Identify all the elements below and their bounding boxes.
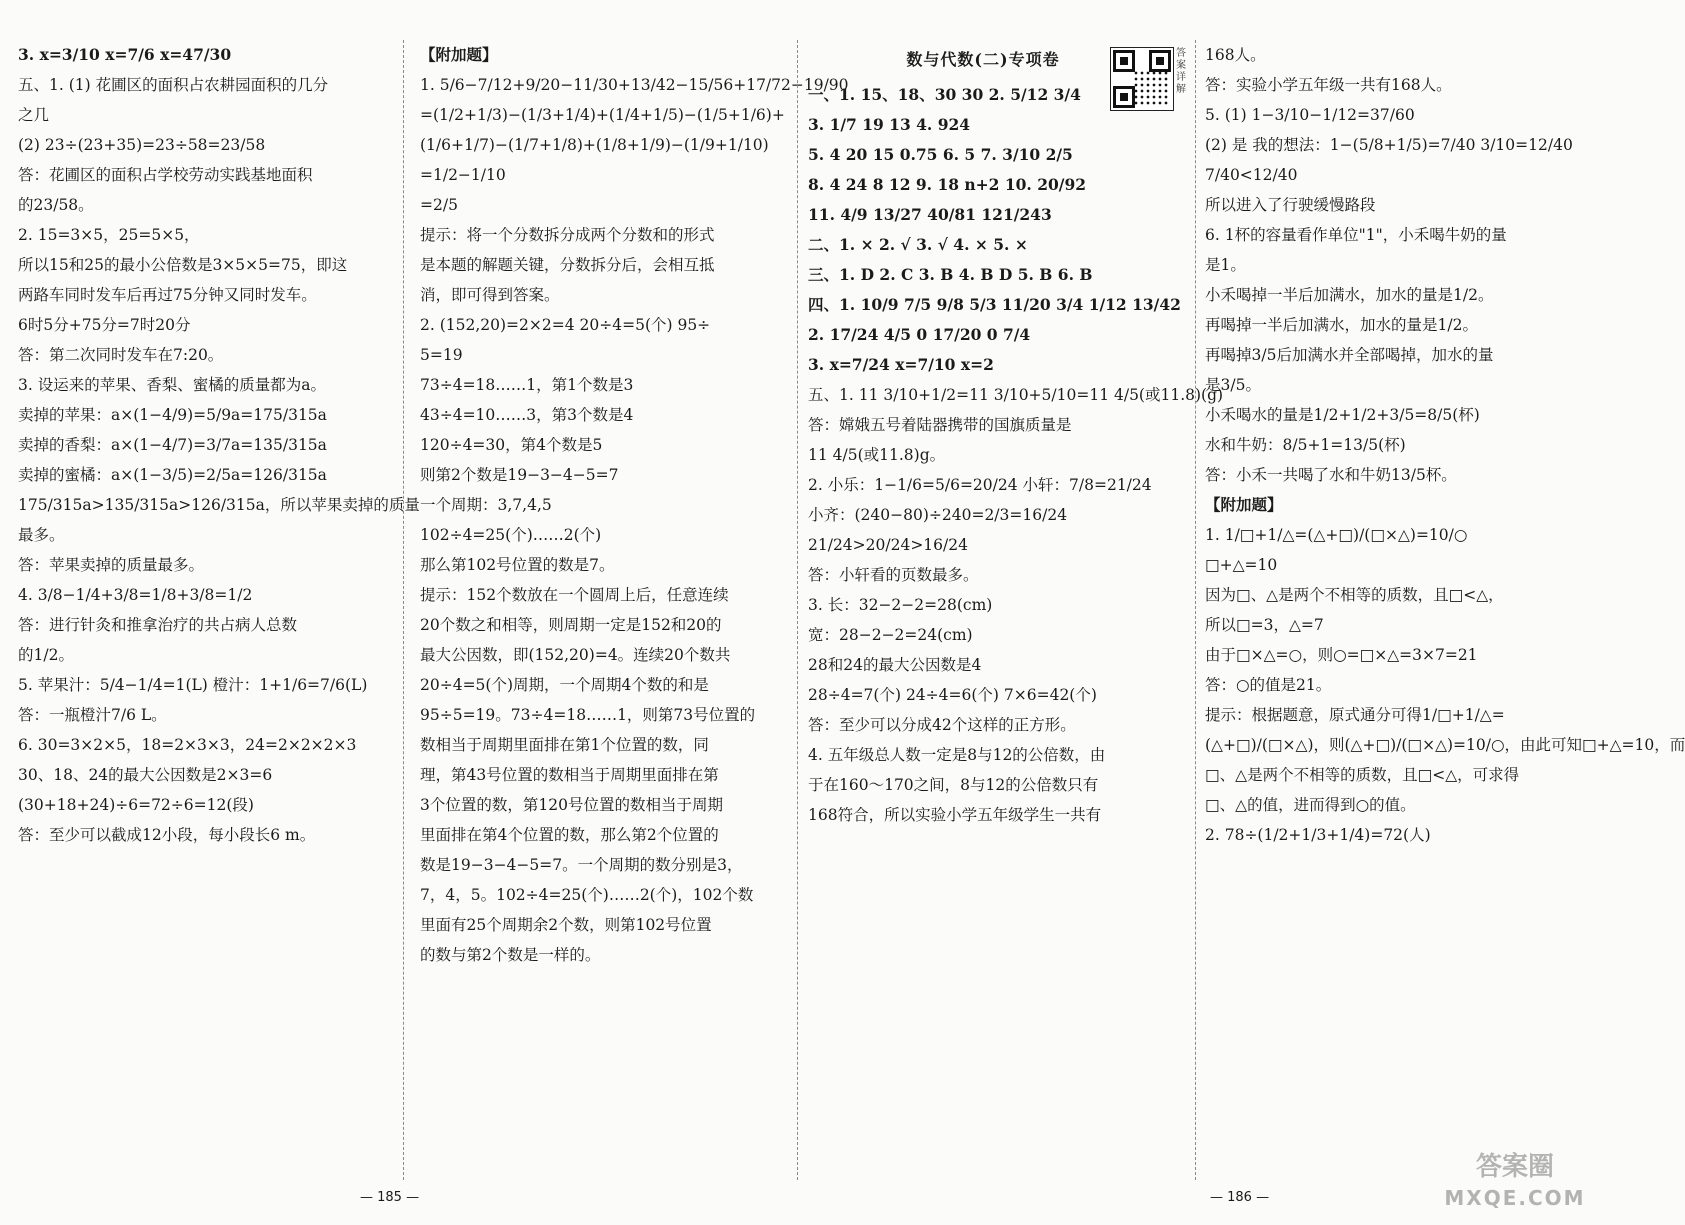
section-header: 数与代数(二)专项卷	[906, 50, 1060, 69]
answer-line: 6时5分+75分=7时20分	[18, 316, 191, 334]
answer-line: 168符合，所以实验小学五年级学生一共有	[808, 806, 1102, 824]
answer-line: 答：苹果卖掉的质量最多。	[18, 556, 205, 574]
answer-line: 两路车同时发车后再过75分钟又同时发车。	[18, 286, 317, 304]
answer-line: =2/5	[420, 196, 458, 214]
answer-line: 30、18、24的最大公因数是2×3=6	[18, 766, 273, 784]
answer-line: 73÷4=18……1，第1个数是3	[420, 376, 634, 394]
answer-line: 4. 五年级总人数一定是8与12的公倍数，由	[808, 746, 1106, 764]
answer-line: 之几	[18, 106, 50, 124]
answer-line: =1/2−1/10	[420, 166, 506, 184]
answer-line: □、△是两个不相等的质数，且□<△，可求得	[1205, 766, 1520, 784]
answer-line: 21/24>20/24>16/24	[808, 536, 968, 554]
answer-line: 175/315a>135/315a>126/315a，所以苹果卖掉的质量	[18, 496, 420, 514]
answer-line: 那么第102号位置的数是7。	[420, 556, 615, 574]
answer-line: 三、1. D 2. C 3. B 4. B D 5. B 6. B	[808, 265, 1093, 284]
qr-code-icon[interactable]	[1110, 47, 1174, 111]
answer-line: 11 4/5(或11.8)g。	[808, 446, 946, 464]
answer-line: 28和24的最大公因数是4	[808, 656, 982, 674]
answer-column-4	[1205, 40, 1685, 1180]
answer-line: 消，即可得到答案。	[420, 286, 560, 304]
answer-line: 卖掉的苹果：a×(1−4/9)=5/9a=175/315a	[18, 406, 327, 424]
watermark-logo-text: 答案圈	[1475, 1152, 1554, 1182]
answer-line: =(1/2+1/3)−(1/3+1/4)+(1/4+1/5)−(1/5+1/6)+	[420, 106, 785, 124]
answer-line: 2. (152,20)=2×2=4 20÷4=5(个) 95÷	[420, 316, 711, 334]
answer-line: (2) 是 我的想法：1−(5/8+1/5)=7/40 3/10=12/40	[1205, 136, 1573, 154]
page-number-right: — 186 —	[1210, 1190, 1270, 1205]
answer-line: (1/6+1/7)−(1/7+1/8)+(1/8+1/9)−(1/9+1/10)	[420, 136, 769, 154]
answer-line: 答：花圃区的面积占学校劳动实践基地面积	[18, 166, 313, 184]
answer-line: 由于□×△=○，则○=□×△=3×7=21	[1205, 646, 1478, 664]
answer-line: 所以进入了行驶缓慢路段	[1205, 196, 1376, 214]
answer-line: 2. 小乐：1−1/6=5/6=20/24 小轩：7/8=21/24	[808, 476, 1152, 494]
answer-line: (30+18+24)÷6=72÷6=12(段)	[18, 796, 254, 814]
answer-line: 小禾喝掉一半后加满水，加水的量是1/2。	[1205, 286, 1494, 304]
answer-line: 答：一瓶橙汁7/6 L。	[18, 706, 167, 724]
answer-line: 答：实验小学五年级一共有168人。	[1205, 76, 1452, 94]
answer-line: 2. 15=3×5，25=5×5，	[18, 226, 200, 244]
answer-line: 因为□、△是两个不相等的质数，且□<△，	[1205, 586, 1504, 604]
answer-line: 再喝掉3/5后加满水并全部喝掉，加水的量	[1205, 346, 1494, 364]
answer-line: 5. 4 20 15 0.75 6. 5 7. 3/10 2/5	[808, 145, 1073, 164]
answer-line: 3. 长：32−2−2=28(cm)	[808, 596, 993, 614]
answer-line: 5=19	[420, 346, 463, 364]
answer-line: 卖掉的蜜橘：a×(1−3/5)=2/5a=126/315a	[18, 466, 327, 484]
answer-line: 的23/58。	[18, 196, 94, 214]
answer-line: 小禾喝水的量是1/2+1/2+3/5=8/5(杯)	[1205, 406, 1480, 424]
answer-line: 7/40<12/40	[1205, 166, 1298, 184]
answer-line: 一个周期：3,7,4,5	[420, 496, 552, 514]
answer-line: 卖掉的香梨：a×(1−4/7)=3/7a=135/315a	[18, 436, 327, 454]
answer-line: 20个数之和相等，则周期一定是152和20的	[420, 616, 722, 634]
answer-line: 五、1. 11 3/10+1/2=11 3/10+5/10=11 4/5(或11.8)(g)	[808, 386, 1224, 404]
answer-line: 【附加题】	[420, 45, 498, 64]
answer-line: 4. 3/8−1/4+3/8=1/8+3/8=1/2	[18, 586, 253, 604]
answer-line: 3. x=7/24 x=7/10 x=2	[808, 355, 994, 374]
answer-line: 28÷4=7(个) 24÷4=6(个) 7×6=42(个)	[808, 686, 1097, 704]
answer-line: 答：至少可以分成42个这样的正方形。	[808, 716, 1076, 734]
answer-line: 答：进行针灸和推拿治疗的共占病人总数	[18, 616, 298, 634]
answer-line: 120÷4=30，第4个数是5	[420, 436, 603, 454]
answer-line: 11. 4/9 13/27 40/81 121/243	[808, 205, 1052, 224]
answer-line: 3个位置的数，第120号位置的数相当于周期	[420, 796, 723, 814]
answer-line: 最大公因数，即(152,20)=4。连续20个数共	[420, 646, 731, 664]
answer-line: 102÷4=25(个)……2(个)	[420, 526, 602, 544]
answer-line: 6. 1杯的容量看作单位"1"，小禾喝牛奶的量	[1205, 226, 1507, 244]
column-divider	[403, 40, 404, 1180]
answer-line: 95÷5=19。73÷4=18……1，则第73号位置的	[420, 706, 756, 724]
answer-line: 提示：根据题意，原式通分可得1/□+1/△=	[1205, 706, 1505, 724]
answer-line: 答：第二次同时发车在7:20。	[18, 346, 224, 364]
answer-line: 168人。	[1205, 46, 1266, 64]
answer-line: 则第2个数是19−3−4−5=7	[420, 466, 619, 484]
answer-line: 所以15和25的最小公倍数是3×5×5=75，即这	[18, 256, 348, 274]
answer-line: 二、1. × 2. √ 3. √ 4. × 5. ×	[808, 235, 1028, 254]
column-divider	[1195, 40, 1196, 1180]
answer-line: 1. 5/6−7/12+9/20−11/30+13/42−15/56+17/72−19/90	[420, 76, 849, 94]
answer-line: □+△=10	[1205, 556, 1278, 574]
answer-line: 20÷4=5(个)周期，一个周期4个数的和是	[420, 676, 709, 694]
answer-line: 提示：将一个分数拆分成两个分数和的形式	[420, 226, 715, 244]
answer-column-1	[18, 40, 420, 1180]
answer-line: 里面有25个周期余2个数，则第102号位置	[420, 916, 712, 934]
page-number-left: — 185 —	[360, 1190, 420, 1205]
answer-line: 3. x=3/10 x=7/6 x=47/30	[18, 45, 232, 64]
answer-column-3	[808, 40, 1224, 1180]
answer-line: 所以□=3，△=7	[1205, 616, 1324, 634]
answer-line: 答：小轩看的页数最多。	[808, 566, 979, 584]
answer-line: 理，第43号位置的数相当于周期里面排在第	[420, 766, 719, 784]
answer-line: 是3/5。	[1205, 376, 1261, 394]
answer-line: 数是19−3−4−5=7。一个周期的数分别是3，	[420, 856, 743, 874]
answer-line: 水和牛奶：8/5+1=13/5(杯)	[1205, 436, 1406, 454]
watermark-logo	[1440, 1150, 1590, 1218]
answer-line: 3. 1/7 19 13 4. 924	[808, 115, 971, 134]
answer-line: 再喝掉一半后加满水，加水的量是1/2。	[1205, 316, 1478, 334]
watermark-url: MXQE.COM	[1444, 1186, 1586, 1210]
answer-line: 是1。	[1205, 256, 1246, 274]
answer-line: 四、1. 10/9 7/5 9/8 5/3 11/20 3/4 1/12 13/42	[808, 295, 1181, 314]
answer-line: 7，4，5。102÷4=25(个)……2(个)，102个数	[420, 886, 754, 904]
answer-line: 5. (1) 1−3/10−1/12=37/60	[1205, 106, 1415, 124]
answer-line: 于在160～170之间，8与12的公倍数只有	[808, 776, 1099, 794]
answer-line: 2. 17/24 4/5 0 17/20 0 7/4	[808, 325, 1031, 344]
answer-line: 宽：28−2−2=24(cm)	[808, 626, 973, 644]
answer-line: 数相当于周期里面排在第1个位置的数，同	[420, 736, 709, 754]
answer-line: (△+□)/(□×△)，则(△+□)/(□×△)=10/○，由此可知□+△=10，而	[1205, 736, 1685, 754]
answer-line: (2) 23÷(23+35)=23÷58=23/58	[18, 136, 266, 154]
answer-line: 答：至少可以截成12小段，每小段长6 m。	[18, 826, 316, 844]
answer-line: 五、1. (1) 花圃区的面积占农耕园面积的几分	[18, 76, 329, 94]
answer-line: 最多。	[18, 526, 65, 544]
answer-line: 2. 78÷(1/2+1/3+1/4)=72(人)	[1205, 826, 1431, 844]
answer-line: □、△的值，进而得到○的值。	[1205, 796, 1416, 814]
qr-caption: 答案详解	[1176, 48, 1186, 95]
answer-line: 5. 苹果汁：5/4−1/4=1(L) 橙汁：1+1/6=7/6(L)	[18, 676, 368, 694]
answer-line: 答：○的值是21。	[1205, 676, 1332, 694]
answer-line: 是本题的解题关键，分数拆分后，会相互抵	[420, 256, 715, 274]
answer-column-2	[420, 40, 849, 1180]
answer-line: 小齐：(240−80)÷240=2/3=16/24	[808, 506, 1068, 524]
answer-line: 的1/2。	[18, 646, 74, 664]
answer-line: 的数与第2个数是一样的。	[420, 946, 601, 964]
answer-line: 43÷4=10……3，第3个数是4	[420, 406, 634, 424]
answer-line: 6. 30=3×2×5，18=2×3×3，24=2×2×2×3	[18, 736, 357, 754]
answer-line: 【附加题】	[1205, 495, 1283, 514]
answer-line: 答：小禾一共喝了水和牛奶13/5杯。	[1205, 466, 1457, 484]
answer-line: 一、1. 15、18、30 30 2. 5/12 3/4	[808, 85, 1081, 104]
answer-line: 3. 设运来的苹果、香梨、蜜橘的质量都为a。	[18, 376, 326, 394]
answer-line: 提示：152个数放在一个圆周上后，任意连续	[420, 586, 729, 604]
answer-line: 答：嫦娥五号着陆器携带的国旗质量是	[808, 416, 1072, 434]
column-divider	[797, 40, 798, 1180]
answer-line: 里面排在第4个位置的数，那么第2个位置的	[420, 826, 719, 844]
answer-line: 1. 1/□+1/△=(△+□)/(□×△)=10/○	[1205, 526, 1468, 544]
answer-line: 8. 4 24 8 12 9. 18 n+2 10. 20/92	[808, 175, 1087, 194]
